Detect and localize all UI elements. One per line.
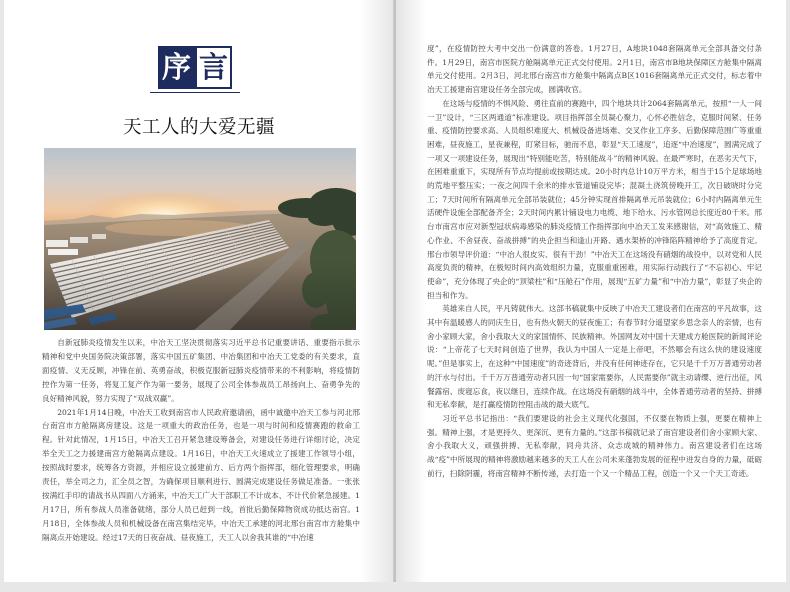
- body-paragraph: 自新冠肺炎疫情发生以来，中冶天工坚决贯彻落实习近平总书记重要讲话、重要指示批示精神和党中央国务院决策部署，落实中国五矿集团、中冶集团和中冶天工党委的有关要求，直面疫情、义无反顾，冲锋在前、英勇奋战，积极克服新冠肺炎疫情带来的不利影响，将疫情防控作为第一任务，将复工复产作为第一要务，展现了公司全体参战员工昂扬向上、奋勇争先的良好精神风貌，努力实现了“双战双赢”。: [42, 338, 360, 403]
- heading-rule: [150, 92, 240, 93]
- body-paragraph: 在这场与疫情的不惧风险、勇往直前的赛跑中，四个地块共计2064套隔离单元，按照“一人一间一卫”设计，“三区两通道”标准建设。项目指挥部全员凝心聚力，心怀必胜信念，克服时间紧、任务重、疫情防控要求高、人员组织难度大、机械设备进场难、交叉作业工序多、后勤保障范围广等重重困难，昼夜施工，星夜兼程，盯紧目标，驰而不息，彰显“天工速度”，追逐“中冶速度”，圆满完成了一项又一项建设任务，展现出“特别能吃苦，特别能战斗”的精神风貌。在最严寒时，在恶劣天气下，在困难重重下，实现所有节点均提前或按期达成。20小时内总计10万平方米，相当于15个足球场地的荒地平整压实；一夜之间四千余米的排水管道铺设完毕；混凝土浇筑傍晚开工，次日破晓时分完工；7天时间所有隔离单元全部吊装就位；45分钟实现首排隔离单元吊装就位；6小时内隔离单元生活硬件设施全部配备齐全；2天时间内累计铺设电力电缆、地下给水、污水管网总长度近80千米。邢台市南宫市应对新型冠状病毒感染的肺炎疫情工作指挥部向中冶天工发来感谢信，对“高效施工、精心作业、不舍昼夜、奋战拼搏”的央企担当和逢山开路、遇水架桥的冲锋陷阵精神给予了高度肯定。邢台市领导评价道：“中冶人很皮实、很有干劲！”中冶天工在这场没有硝烟的战役中，以对党和人民高度负责的精神，在极短时间内高效组织力量，克服重重困难，用实际行动践行了“不忘初心、牢记使命”，充分体现了央企的“顶梁柱”和“压舱石”作用，展现“五矿力量”和“中冶力量”，彰显了央企的担当和作为。: [427, 98, 762, 300]
- photo-vignette: [44, 148, 356, 330]
- body-paragraph: 英雄来自人民，平凡铸就伟大。这部书稿就集中反映了中冶天工建设者们在南宫的平凡故事，这其中有温暖感人的同庆生日，也有热火朝天的昼夜施工；有春节时分遥望家乡思念亲人的亲情，也有舍小家顾大家，舍小我取大义的家国情怀、民族精神。外国网友对中国十天建成方舱医院的新闻评论说：“上帝花了七天时间创造了世界，我认为中国人一定是上帝吧，不然哪会有这么快的建设速度呢。”但是事实上，在这种“中国速度”的奇迹背后，并没有任何神迹存在，它只是千千万万普通劳动者的汗水与付出。千千万万普通劳动者只因一句“国家需要你，人民需要你”就主动请缨、逆行出征，风餐露宿、废寝忘食，夜以继日，连续作战。在这场没有硝烟的战斗中，全体普通劳动者的坚持、拼搏和无私奉献，是打赢疫情防控阻击战的最大底气。: [427, 304, 762, 410]
- right-page: [396, 0, 786, 582]
- left-page: [4, 0, 394, 582]
- left-body-text: [42, 336, 360, 576]
- heading-char-xu: 序: [158, 46, 195, 89]
- page-title: 天工人的大爱无疆: [122, 117, 275, 138]
- heading-char-yan: 言: [195, 46, 232, 89]
- body-paragraph: 2021年1月14日晚，中冶天工收到南宫市人民政府邀请函，函中诚邀中冶天工参与河北邢台南宫市方舱隔离房建设。这是一项重大的政治任务，也是一项与时间和疫情赛跑的救命工程。针对此情况，1月15日，中冶天工召开紧急建设筹备会，对建设任务进行详细讨论，决定举全天工之力援建南宫方舱隔离点建设。1月16日，中冶天工火速成立了援建工作领导小组，按照战时要求，统筹各方资源，并相应设立援建前方、后方两个指挥部，细化管理要求，明确责任，举全司之力，汇全员之智，为确保项目顺利进行、圆满完成建设任务做足准备。一张张按满红手印的请战书从四面八方涌来，中冶天工广大干部职工不计成本、不计代价紧急援建。1月17日，所有参战人员准备就绪，部分人员已赶到一线，首批后勤保障物资成功抵达南宫。1月18日，全体参战人员和机械设备在南宫集结完毕，中冶天工承建的河北邢台南宫市方舱集中隔离点开始建设。经过17天的日夜奋战、昼夜施工，天工人以舍我其谁的“中冶速: [42, 407, 360, 542]
- preface-heading: [158, 46, 232, 89]
- right-body-text: [427, 42, 762, 576]
- body-paragraph: 习近平总书记指出：“我们要建设的社会主义现代化强国，不仅要在物质上强，更要在精神上强。精神上强，才是更持久、更深沉、更有力量的。”这部书稿就记录了南宫建设者们舍小家顾大家、舍小我取大义，顽强拼搏、无私奉献，同舟共济、众志成城的精神伟力。南宫建设者们在这场战“疫”中所展现的精神将激励越来越多的天工人在公司未来蓬勃发展的征程中迸发自身的力量，砥砺前行，扫除阴霾，将南宫精神不断传递，去打造一个又一个精品工程，创造一个又一个天工奇迹。: [427, 413, 762, 478]
- aerial-photo-image: [44, 148, 356, 330]
- body-paragraph: 度”，在疫情防控大考中交出一份满意的答卷。1月27日，A地块1048套隔离单元全部具备交付条件。1月29日，南宫市医院方舱隔离单元正式交付使用。2月1日，南宫市B地块保障区方舱集中隔离单元交付使用。2月3日，河北邢台南宫市方舱集中隔离点B区1016套隔离单元正式交付，标志着中冶天工援建南宫建设任务全部完成，圆满收官。: [427, 44, 762, 95]
- aerial-photo: [44, 148, 356, 330]
